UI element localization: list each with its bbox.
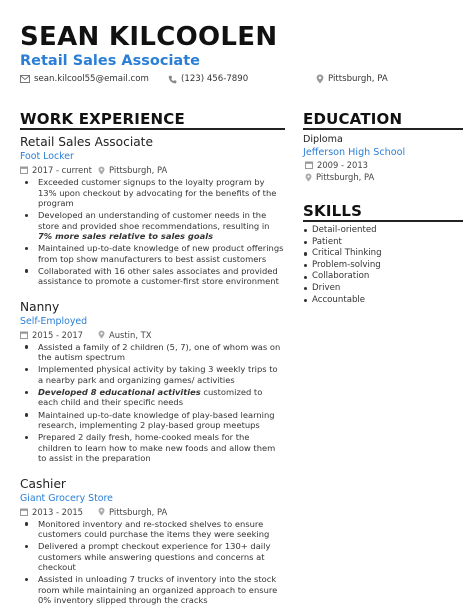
job-bullet: Exceeded customer signups to the loyalty program by 13% upon checkout by advocating for the benefits of the program	[20, 177, 285, 209]
job-dates-text: 2015 - 2017	[32, 329, 83, 340]
skills-heading: SKILLS	[303, 202, 363, 220]
bullet-emphasis: 7% more sales relative to sales goals	[38, 231, 214, 242]
calendar-icon	[20, 331, 28, 339]
job-bullets	[20, 342, 285, 464]
skills-rule	[303, 220, 463, 222]
education-heading: EDUCATION	[303, 110, 403, 128]
job-location-text: Pittsburgh, PA	[109, 165, 168, 175]
bullet-text: Developed an understanding of customer needs in the store and provided shoe recommendations, resulting in	[38, 210, 270, 231]
location-pin-icon	[305, 173, 312, 182]
job-location	[98, 506, 167, 518]
location-pin-icon	[98, 166, 105, 175]
skill-item: Patient	[303, 237, 463, 249]
job-bullet: Maintained up-to-date knowledge of new product offerings from top show manufacturers to best assist customers	[20, 243, 285, 264]
job-role: Retail Sales Associate	[20, 135, 153, 149]
skills-list	[303, 225, 463, 306]
location-pin-icon	[98, 507, 105, 516]
bullet-emphasis: Developed 8 educational activities	[38, 386, 201, 397]
job-meta	[20, 164, 285, 176]
education-rule	[303, 128, 463, 130]
candidate-title: Retail Sales Associate	[20, 53, 200, 69]
calendar-icon	[20, 166, 28, 174]
education-school: Jefferson High School	[303, 147, 406, 158]
job-role: Nanny	[20, 299, 60, 314]
envelope-icon	[20, 75, 30, 83]
job-bullet: Collaborated with 16 other sales associates and provided assistance to promote a customer-first store environment	[20, 266, 285, 287]
contact-location	[316, 73, 388, 85]
job-bullets	[20, 177, 285, 287]
job-bullets	[20, 519, 285, 606]
job-dates	[20, 506, 98, 518]
job-location-text: Pittsburgh, PA	[109, 506, 168, 517]
job-bullet: Assisted a family of 2 children (5, 7), one of whom was on the autism spectrum	[20, 342, 285, 363]
job-location	[98, 164, 167, 176]
job-entry	[20, 299, 285, 464]
skill-item: Collaboration	[303, 271, 463, 283]
job-dates	[20, 329, 98, 341]
location-pin-icon	[98, 330, 105, 339]
job-bullet: Assisted in unloading 7 trucks of inventory into the stock room while maintaining an organized approach to ensure 0% inventory slipped through the cracks	[20, 574, 285, 606]
skill-item: Critical Thinking	[303, 248, 463, 260]
skill-item: Driven	[303, 283, 463, 295]
skill-item: Problem-solving	[303, 260, 463, 272]
education-degree: Diploma	[303, 134, 343, 145]
job-location	[98, 329, 152, 341]
job-meta	[20, 506, 285, 518]
job-bullet: Implemented physical activity by taking 3 weekly trips to a nearby park and organizing games/ activities	[20, 364, 285, 385]
job-dates-text: 2013 - 2015	[32, 506, 83, 517]
job-meta	[20, 329, 285, 341]
calendar-icon	[20, 508, 28, 516]
job-bullet: Maintained up-to-date knowledge of play-based learning research, implementing 2 play-based group meetups	[20, 410, 285, 431]
email-text: sean.kilcool55@email.com	[34, 74, 149, 84]
job-company: Foot Locker	[20, 151, 74, 162]
contact-email[interactable]	[20, 73, 149, 85]
calendar-icon	[305, 161, 313, 169]
education-location-text: Pittsburgh, PA	[316, 172, 375, 182]
job-role: Cashier	[20, 476, 66, 491]
job-location-text: Austin, TX	[109, 329, 152, 340]
job-company: Self-Employed	[20, 315, 88, 327]
job-dates-text: 2017 - current	[32, 165, 92, 175]
job-company: Giant Grocery Store	[20, 492, 113, 504]
job-dates	[20, 164, 98, 176]
phone-text: (123) 456-7890	[181, 74, 249, 84]
job-entry	[20, 134, 285, 287]
education-location	[303, 171, 463, 183]
job-bullet: Delivered a prompt checkout experience for 130+ daily customers while answering questions and concerns at checkout	[20, 541, 285, 573]
phone-icon	[168, 75, 177, 84]
education-dates	[303, 159, 463, 171]
education-dates-text: 2009 - 2013	[317, 160, 368, 170]
work-experience-list	[20, 134, 285, 611]
skills-block	[303, 225, 463, 306]
work-experience-heading: WORK EXPERIENCE	[20, 110, 185, 128]
job-entry	[20, 476, 285, 606]
contact-phone[interactable]	[168, 73, 248, 85]
work-rule	[20, 128, 285, 130]
location-text: Pittsburgh, PA	[328, 74, 388, 84]
skill-item: Accountable	[303, 295, 463, 307]
bullet-text: customized to each child and their specific needs	[38, 386, 263, 408]
job-bullet: Monitored inventory and re-stocked shelves to ensure customers could purchase the items they were seeking	[20, 519, 285, 540]
job-bullet	[20, 210, 285, 242]
job-bullet	[20, 387, 285, 408]
job-bullet: Prepared 2 daily fresh, home-cooked meals for the children to learn how to make new foods and allow them to assist in the preparation	[20, 432, 285, 464]
candidate-name: SEAN KILCOOLEN	[20, 22, 278, 52]
skill-item: Detail-oriented	[303, 225, 463, 237]
education-block	[303, 134, 463, 183]
location-pin-icon	[316, 74, 324, 84]
